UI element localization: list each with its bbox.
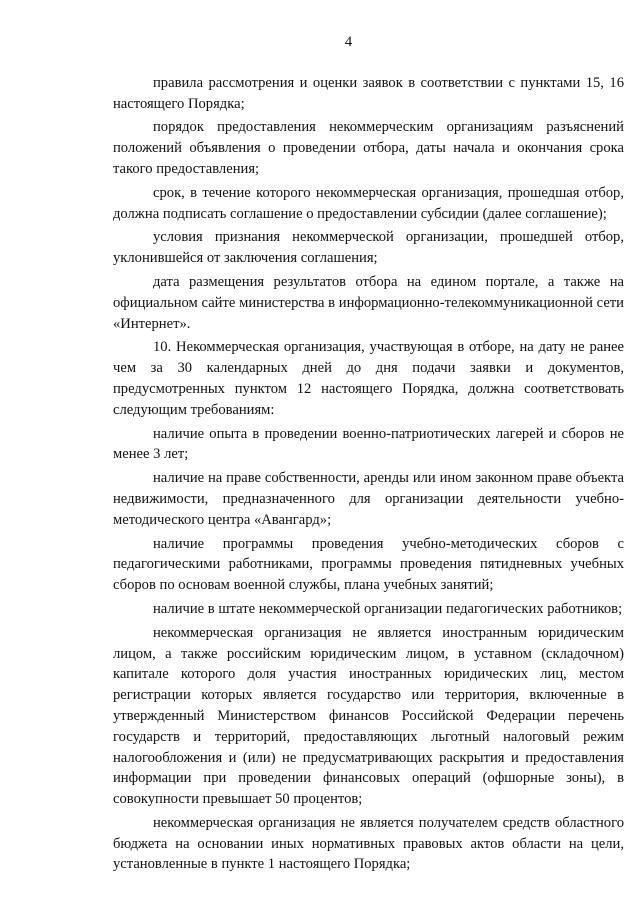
- paragraph-1: правила рассмотрения и оценки заявок в соответствии с пунктами 15, 16 настоящего Порядка;: [113, 74, 624, 112]
- paragraph-6: 10. Некоммерческая организация, участвующая в отборе, на дату не ранее чем за 30 календарных дней до дня подачи заявки и документов, предусмотренных пунктом 12 настоящего Порядка, должна соответствовать следующим требованиям:: [113, 339, 624, 418]
- paragraph-7: наличие опыта в проведении военно-патриотических лагерей и сборов не менее 3 лет;: [113, 425, 624, 463]
- page-number: 4: [344, 34, 353, 50]
- paragraph-11: некоммерческая организация не является иностранным юридическим лицом, а также российским юридическим лицом, в уставном (складочном) капитале которого доля участия иностранных юридических лиц, местом регистрации которых является государство или территория, включенные в утвержденный Министерством финансов Российской Федерации перечень государств и территорий, предоставляющих льготный налоговый режим налогообложения и (или) не предусматривающих раскрытия и предоставления информации при проведении финансовых операций (офшорные зоны), в совокупности превышает 50 процентов;: [113, 624, 624, 808]
- paragraph-4: условия признания некоммерческой организации, прошедшей отбор, уклонившейся от заключения соглашения;: [113, 229, 624, 267]
- paragraph-8: наличие на праве собственности, аренды или ином законном праве объекта недвижимости, предназначенного для организации деятельности учебно-методического центра «Авангард»;: [113, 470, 624, 528]
- paragraph-10: наличие в штате некоммерческой организации педагогических работников;: [153, 600, 623, 617]
- paragraph-2: порядок предоставления некоммерческим организациям разъяснений положений объявления о проведении отбора, даты начала и окончания срока такого предоставления;: [113, 119, 624, 177]
- paragraph-3: срок, в течение которого некоммерческая организация, прошедшая отбор, должна подписать соглашение о предоставлении субсидии (далее соглашение);: [113, 184, 624, 222]
- paragraph-9: наличие программы проведения учебно-методических сборов с педагогическими работниками, программы проведения пятидневных учебных сборов по основам военной службы, плана учебных занятий;: [113, 535, 624, 594]
- paragraph-5: дата размещения результатов отбора на едином портале, а также на официальном сайте министерства в информационно-телекоммуникационной сети «Интернет».: [113, 273, 624, 332]
- paragraph-12: некоммерческая организация не является получателем средств областного бюджета на основании иных нормативных правовых актов области на цели, установленные в пункте 1 настоящего Порядка;: [113, 814, 624, 873]
